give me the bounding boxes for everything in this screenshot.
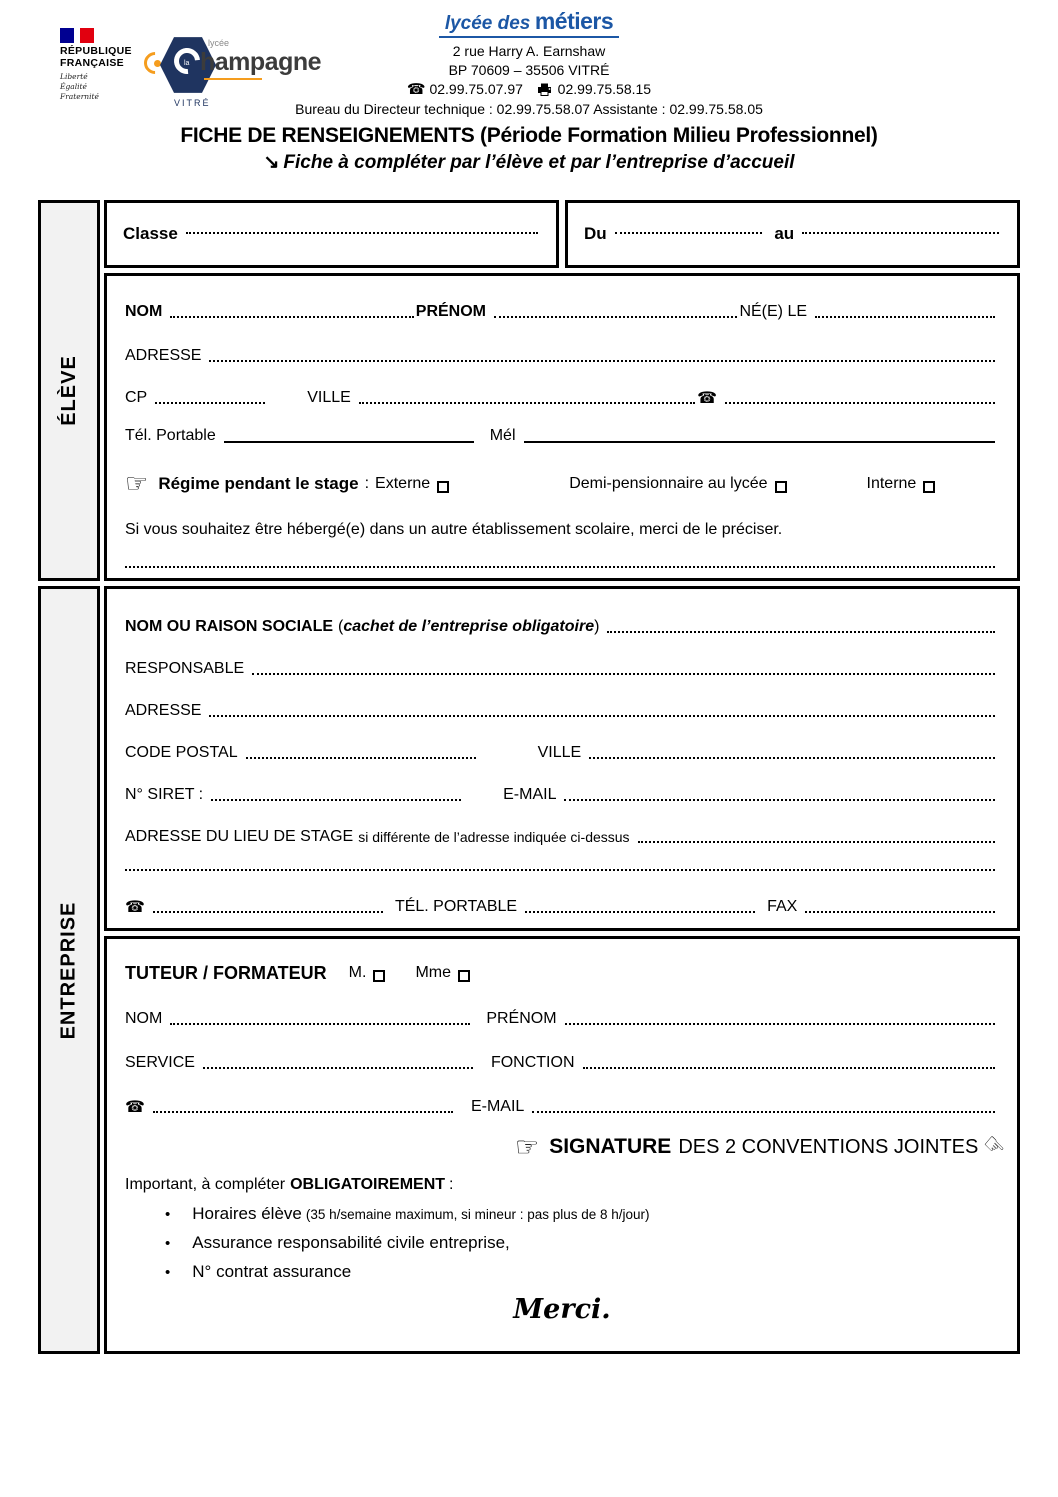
eleve-mel-label: Mél: [489, 427, 516, 444]
eleve-adresse-row: [107, 346, 1017, 366]
entreprise-phone-row: [107, 897, 1017, 917]
lieu-stage-input-2[interactable]: [125, 869, 995, 871]
rf-name-line1: RÉPUBLIQUE: [60, 45, 132, 57]
rf-name-line2: FRANÇAISE: [60, 57, 124, 70]
rf-motto-2: Égalité: [60, 81, 87, 91]
entreprise-tel-input[interactable]: [153, 911, 383, 913]
important-prefix: Important, à compléter: [125, 1176, 286, 1193]
tuteur-nom-label: NOM: [125, 1010, 163, 1027]
hebergement-input-row: [107, 566, 1017, 572]
code-postal-input[interactable]: [246, 757, 476, 759]
siret-input[interactable]: [211, 799, 461, 801]
service-input[interactable]: [203, 1067, 473, 1069]
school-phone-line: [0, 80, 1058, 99]
m-checkbox[interactable]: [373, 970, 385, 982]
eleve-ville-input[interactable]: [359, 402, 695, 404]
raison-sociale-input[interactable]: [607, 631, 995, 633]
logo-circle-text: la: [184, 60, 190, 67]
logo-city: VITRÉ: [174, 98, 211, 108]
logo-lycee-des: lycée des: [444, 13, 531, 34]
raison-sociale-note: cachet de l’entreprise obligatoire: [343, 618, 595, 635]
eleve-tel-portable-label: Tél. Portable: [125, 427, 216, 444]
phone-icon: ☎: [406, 81, 426, 98]
entreprise-tel-portable-input[interactable]: [525, 911, 755, 913]
hebergement-input[interactable]: [125, 566, 995, 568]
siret-label: N° SIRET :: [125, 786, 204, 803]
school-phone-number: 02.99.75.07.97: [429, 81, 523, 97]
eleve-mel-input[interactable]: [524, 441, 996, 443]
entreprise-adresse-row: [107, 701, 1017, 721]
mme-checkbox[interactable]: [458, 970, 470, 982]
classe-input[interactable]: [186, 232, 538, 234]
school-fax-number: 02.99.75.58.15: [557, 81, 652, 97]
classe-box: [104, 200, 559, 268]
eleve-tel-input[interactable]: [725, 402, 995, 404]
eleve-portable-mel-row: [107, 426, 1017, 446]
bullet-horaires-main: Horaires élève: [192, 1204, 302, 1223]
entreprise-adresse-input[interactable]: [209, 715, 995, 717]
school-name: hampagne: [200, 48, 322, 76]
tuteur-tel-input[interactable]: [153, 1111, 453, 1113]
important-row: [107, 1175, 1017, 1195]
eleve-prenom-input[interactable]: [494, 316, 737, 318]
eleve-box: [104, 273, 1020, 581]
lycee-des-metiers-logo: [439, 8, 619, 38]
dates-box: [565, 200, 1020, 268]
paren-open: (: [338, 618, 344, 635]
fonction-input[interactable]: [583, 1067, 996, 1069]
responsable-label: RESPONSABLE: [125, 660, 245, 677]
important-suffix: :: [449, 1176, 454, 1193]
code-postal-label: CODE POSTAL: [125, 744, 238, 761]
page-subtitle: [0, 151, 1058, 174]
page-header: [0, 0, 1058, 200]
lieu-stage-input-row: [107, 869, 1017, 875]
tuteur-title: TUTEUR / FORMATEUR: [125, 963, 327, 983]
regime-colon: :: [364, 475, 370, 492]
fonction-label: FONCTION: [490, 1054, 575, 1071]
lieu-stage-label: ADRESSE DU LIEU DE STAGE: [125, 828, 354, 845]
regime-label: Régime pendant le stage: [158, 474, 359, 493]
bullet-horaires-note: (35 h/semaine maximum, si mineur : pas plus de 8 h/jour): [305, 1207, 650, 1222]
eleve-prenom-label: PRÉNOM: [415, 303, 486, 320]
classe-label: Classe: [123, 224, 178, 243]
au-label: au: [774, 224, 795, 243]
page-title: FICHE DE RENSEIGNEMENTS (Période Formation Milieu Professionnel): [180, 124, 878, 147]
arrow-se-icon: ↘: [263, 152, 280, 173]
bullet-contrat-main: N° contrat assurance: [192, 1262, 352, 1281]
bureau-line: Bureau du Directeur technique : 02.99.75.58.07 Assistante : 02.99.75.58.05: [295, 101, 763, 117]
eleve-nom-label: NOM: [125, 303, 163, 320]
eleve-nom-input[interactable]: [170, 316, 413, 318]
responsable-row: [107, 659, 1017, 679]
entreprise-email-input[interactable]: [564, 799, 995, 801]
eleve-ne-le-label: NÉ(E) LE: [739, 303, 808, 320]
tuteur-prenom-label: PRÉNOM: [486, 1010, 557, 1027]
tuteur-phone-email-row: [107, 1097, 1017, 1117]
lieu-stage-note: si différente de l’adresse indiquée ci-dessus: [358, 829, 630, 845]
entreprise-email-label: E-MAIL: [503, 786, 557, 803]
rf-motto-3: Fraternité: [60, 91, 99, 101]
responsable-input[interactable]: [252, 673, 995, 675]
paren-close: ): [594, 618, 600, 635]
sidebar-entreprise: [38, 586, 100, 1354]
eleve-cp-input[interactable]: [155, 402, 265, 404]
code-postal-ville-row: [107, 743, 1017, 763]
form-grid: [38, 200, 1020, 1354]
bullet-icon: •: [165, 1264, 171, 1281]
important-bold: OBLIGATOIREMENT: [290, 1176, 446, 1193]
tuteur-email-label: E-MAIL: [470, 1098, 525, 1115]
pointing-hand-icon: ☞: [125, 468, 149, 498]
bullet-assurance-main: Assurance responsabilité civile entreprise,: [192, 1233, 510, 1252]
bullet-icon: •: [165, 1206, 171, 1223]
externe-checkbox[interactable]: [437, 481, 449, 493]
fax-icon: [537, 83, 552, 96]
signature-pointing-hand-icon: ☞: [514, 1132, 540, 1162]
sidebar-eleve-label: ÉLÈVE: [57, 355, 80, 426]
entreprise-ville-input[interactable]: [589, 757, 995, 759]
logo-metiers: métiers: [534, 8, 614, 34]
fax-label: FAX: [767, 898, 798, 915]
eleve-ne-le-input[interactable]: [815, 316, 995, 318]
bullet-item-horaires: [165, 1204, 1017, 1224]
bullet-icon: •: [165, 1235, 171, 1252]
siret-email-row: [107, 785, 1017, 805]
sidebar-entreprise-label: ENTREPRISE: [57, 901, 80, 1039]
eleve-identity-row: [107, 302, 1017, 322]
tuteur-box: [104, 936, 1020, 1354]
sidebar-eleve: [38, 200, 100, 581]
eleve-adresse-input[interactable]: [209, 360, 995, 362]
eleve-cp-ville-row: [107, 388, 1017, 408]
school-address-line1: 2 rue Harry A. Earnshaw: [452, 43, 606, 59]
eleve-adresse-label: ADRESSE: [125, 347, 202, 364]
signature-label-rest: DES 2 CONVENTIONS JOINTES: [678, 1136, 979, 1158]
lieu-stage-input[interactable]: [638, 841, 995, 843]
tuteur-m-label: M.: [348, 964, 367, 981]
raison-sociale-row: [107, 617, 1017, 637]
regime-externe-label: Externe: [375, 475, 431, 492]
signature-row: [107, 1131, 1017, 1162]
merci-text: Merci.: [513, 1294, 611, 1325]
school-header-block: [0, 8, 1058, 174]
eleve-ville-label: VILLE: [307, 389, 351, 406]
important-bullet-list: [107, 1204, 1017, 1282]
au-date-input[interactable]: [802, 232, 999, 234]
logo-lycee-text: lycée: [208, 38, 230, 48]
tuteur-nom-row: [107, 1009, 1017, 1029]
hand-down-icon: ☟: [980, 1131, 1011, 1162]
entreprise-adresse-label: ADRESSE: [125, 702, 202, 719]
du-label: Du: [584, 224, 607, 243]
lieu-stage-row: [107, 827, 1017, 847]
tuteur-phone-icon: ☎: [125, 1099, 145, 1116]
entreprise-ville-label: VILLE: [537, 744, 582, 761]
du-date-input[interactable]: [615, 232, 763, 234]
eleve-phone-icon: ☎: [697, 390, 717, 407]
hebergement-text: Si vous souhaitez être hébergé(e) dans un autre établissement scolaire, merci de le préciser.: [125, 521, 783, 538]
tuteur-title-row: [107, 963, 1017, 983]
service-fonction-row: [107, 1053, 1017, 1073]
school-address-line2: BP 70609 – 35506 VITRÉ: [448, 62, 610, 78]
entreprise-tel-portable-label: TÉL. PORTABLE: [394, 898, 518, 915]
tuteur-email-input[interactable]: [532, 1111, 995, 1113]
signature-label-bold: SIGNATURE: [549, 1135, 672, 1158]
entreprise-box: [104, 586, 1020, 931]
eleve-cp-label: CP: [125, 389, 148, 406]
interne-checkbox[interactable]: [923, 481, 935, 493]
rf-motto-1: Liberté: [60, 72, 88, 82]
tuteur-nom-input[interactable]: [170, 1023, 470, 1025]
bullet-item-assurance: [165, 1233, 1017, 1253]
eleve-tel-portable-input[interactable]: [224, 441, 474, 443]
bullet-item-contrat: [165, 1262, 1017, 1282]
classe-dates-row: [104, 200, 1020, 268]
entreprise-phone-icon: ☎: [125, 899, 145, 916]
fax-input[interactable]: [805, 911, 995, 913]
hebergement-text-row: [107, 520, 1017, 540]
tuteur-prenom-input[interactable]: [565, 1023, 995, 1025]
demi-pensionnaire-checkbox[interactable]: [775, 481, 787, 493]
regime-interne-label: Interne: [866, 475, 917, 492]
regime-demi-pensionnaire-label: Demi-pensionnaire au lycée: [569, 475, 768, 492]
service-label: SERVICE: [125, 1054, 195, 1071]
raison-sociale-label: NOM OU RAISON SOCIALE: [125, 618, 334, 635]
regime-row: [107, 468, 1017, 498]
page-subtitle-text: Fiche à compléter par l’élève et par l’entreprise d’accueil: [283, 152, 795, 173]
tuteur-mme-label: Mme: [415, 964, 451, 981]
